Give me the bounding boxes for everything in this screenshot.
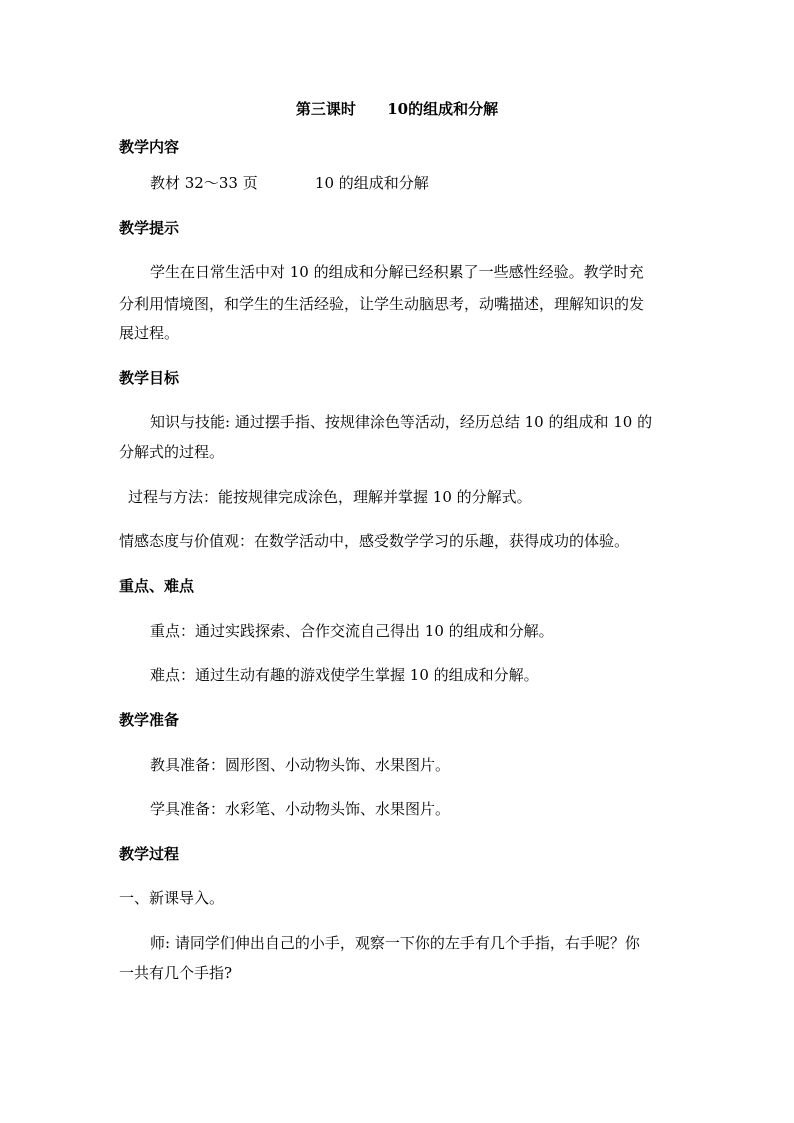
goals-line-1: 知识与技能: 通过摆手指、按规律涂色等活动，经历总结 10 的组成和 10 的 [150, 413, 653, 431]
process-line-3: 一共有几个手指? [119, 964, 233, 982]
goals-line-3: 过程与方法：能按规律完成涂色，理解并掌握 10 的分解式。 [128, 488, 532, 506]
key-line-2: 难点：通过生动有趣的游戏使学生掌握 10 的组成和分解。 [150, 666, 539, 684]
prep-line-2: 学具准备：水彩笔、小动物头饰、水果图片。 [150, 800, 451, 818]
section-heading-process: 教学过程 [119, 845, 180, 863]
section-heading-prep: 教学准备 [119, 711, 180, 729]
content-text: 教材 32～33 页 10 的组成和分解 [150, 174, 429, 192]
goals-line-2: 分解式的过程。 [119, 443, 225, 461]
section-heading-hint: 教学提示 [119, 219, 180, 237]
section-heading-key: 重点、难点 [119, 577, 195, 595]
key-line-1: 重点：通过实践探索、合作交流自己得出 10 的组成和分解。 [150, 622, 554, 640]
section-heading-content: 教学内容 [119, 138, 180, 156]
process-line-2: 师: 请同学们伸出自己的小手，观察一下你的左手有几个手指，右手呢？你 [150, 934, 640, 952]
page-title: 第三课时 10的组成和分解 [295, 100, 499, 118]
hint-line-2: 分利用情境图，和学生的生活经验，让学生动脑思考，动嘴描述，理解知识的发 [119, 295, 645, 313]
hint-line-3: 展过程。 [119, 324, 180, 342]
process-line-1: 一、新课导入。 [119, 889, 225, 907]
hint-line-1: 学生在日常生活中对 10 的组成和分解已经积累了一些感性经验。教学时充 [150, 263, 644, 281]
goals-line-4: 情感态度与价值观：在数学活动中，感受数学学习的乐趣，获得成功的体验。 [119, 532, 630, 550]
prep-line-1: 教具准备：圆形图、小动物头饰、水果图片。 [150, 756, 451, 774]
section-heading-goals: 教学目标 [119, 369, 180, 387]
